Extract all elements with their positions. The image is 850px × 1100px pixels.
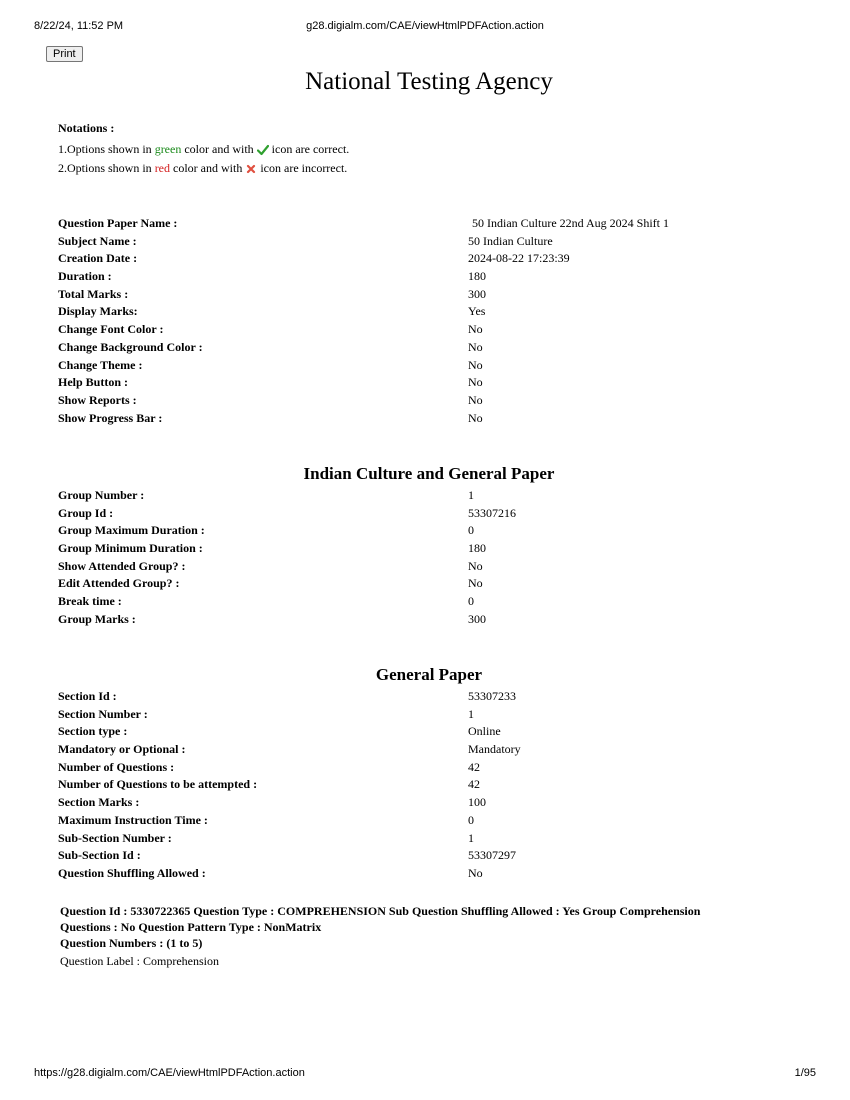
print-button[interactable]: Print	[46, 46, 83, 62]
info-row	[58, 286, 778, 304]
info-value: 1	[468, 830, 474, 845]
info-row	[58, 505, 778, 523]
info-label: Sub-Section Id :	[58, 848, 141, 863]
info-row	[58, 575, 778, 593]
info-label: Group Maximum Duration :	[58, 523, 205, 538]
info-label: Group Marks :	[58, 611, 136, 626]
info-label: Section Number :	[58, 706, 148, 721]
info-value: No	[468, 375, 483, 390]
notation-text: 2.Options shown in	[58, 161, 152, 175]
info-label: Group Number :	[58, 488, 145, 502]
info-label: Maximum Instruction Time :	[58, 812, 208, 827]
info-row	[58, 540, 778, 558]
info-label: Total Marks :	[58, 286, 129, 301]
paper-info-table	[58, 215, 778, 427]
info-row	[58, 865, 778, 883]
info-label: Edit Attended Group? :	[58, 576, 180, 591]
notation-text: icon are correct.	[271, 142, 350, 156]
question-label: Question Label : Comprehension	[60, 954, 219, 968]
info-row	[58, 233, 778, 251]
info-label: Sub-Section Number :	[58, 830, 172, 845]
info-value: Online	[468, 724, 501, 739]
section-info-table	[58, 688, 778, 883]
info-value: 100	[468, 795, 486, 810]
header-datetime: 8/22/24, 11:52 PM	[34, 20, 124, 32]
green-word: green	[154, 142, 182, 156]
info-value: No	[468, 865, 483, 880]
info-row	[58, 706, 778, 724]
info-label: Change Font Color :	[58, 322, 164, 337]
info-value: 42	[468, 777, 480, 792]
info-value: 180	[468, 541, 486, 556]
info-row	[58, 250, 778, 268]
info-label: Section Marks :	[58, 795, 140, 810]
info-row	[58, 268, 778, 286]
info-value: 300	[468, 286, 486, 301]
info-row	[58, 410, 778, 428]
info-value: 1	[468, 706, 474, 721]
info-row	[58, 593, 778, 611]
info-label: Creation Date :	[58, 251, 138, 266]
info-value: 1	[468, 488, 474, 502]
info-label: Number of Questions :	[58, 759, 175, 774]
print-footer	[0, 1067, 850, 1081]
info-value: 0	[468, 594, 474, 609]
info-value: No	[468, 357, 483, 372]
info-label: Duration :	[58, 269, 112, 284]
info-row	[58, 723, 778, 741]
info-value: 180	[468, 269, 486, 284]
group-info-table	[58, 487, 778, 629]
info-label: Section type :	[58, 724, 128, 739]
page-title: National Testing Agency	[305, 68, 553, 95]
info-value: No	[468, 392, 483, 407]
info-value: 42	[468, 759, 480, 774]
info-value: No	[468, 339, 483, 354]
info-label: Change Theme :	[58, 357, 143, 372]
section-title: General Paper	[375, 665, 483, 684]
info-row	[58, 847, 778, 865]
info-label: Question Shuffling Allowed :	[58, 865, 206, 880]
notations-heading: Notations :	[58, 121, 115, 135]
info-row	[58, 794, 778, 812]
question-meta-line: Question Id : 5330722365 Question Type : COMPREHENSION Sub Question Shuffling Allowed : Yes Group Comprehension	[60, 904, 701, 918]
info-label: Number of Questions to be attempted :	[58, 777, 258, 792]
info-row	[58, 487, 778, 505]
info-value: Yes	[468, 304, 486, 319]
notation-text: 1.Options shown in	[58, 142, 152, 156]
info-row	[58, 357, 778, 375]
group-title: Indian Culture and General Paper	[303, 464, 555, 483]
info-label: Display Marks:	[58, 304, 138, 319]
info-row	[58, 215, 778, 233]
info-label: Help Button :	[58, 375, 129, 390]
info-label: Break time :	[58, 594, 122, 609]
notation-incorrect	[58, 159, 349, 178]
notation-text: color and with	[173, 161, 243, 175]
info-value: 0	[468, 523, 474, 538]
info-label: Change Background Color :	[58, 339, 203, 354]
cross-icon	[245, 163, 257, 175]
info-value: 0	[468, 812, 474, 827]
info-value: 300	[468, 611, 486, 626]
info-row	[58, 741, 778, 759]
question-meta-line: Questions : No Question Pattern Type : NonMatrix	[60, 920, 322, 934]
info-value: No	[468, 410, 483, 425]
info-label: Show Progress Bar :	[58, 410, 163, 425]
notation-text: color and with	[184, 142, 254, 156]
check-icon	[257, 144, 269, 156]
print-header	[0, 20, 850, 34]
info-value: No	[468, 558, 483, 573]
info-row	[58, 688, 778, 706]
info-label: Subject Name :	[58, 233, 137, 248]
info-value: No	[468, 322, 483, 337]
info-value: 2024-08-22 17:23:39	[468, 251, 570, 266]
info-row	[58, 321, 778, 339]
red-word: red	[154, 161, 171, 175]
info-value: No	[468, 576, 483, 591]
footer-url: https://g28.digialm.com/CAE/viewHtmlPDFAction.action	[34, 1067, 305, 1079]
info-value: 50 Indian Culture	[468, 233, 553, 248]
info-label: Section Id :	[58, 689, 117, 703]
header-url: g28.digialm.com/CAE/viewHtmlPDFAction.action	[306, 20, 544, 32]
info-label: Show Attended Group? :	[58, 558, 186, 573]
info-row	[58, 303, 778, 321]
info-row	[58, 759, 778, 777]
info-value: 53307233	[468, 689, 516, 703]
info-row	[58, 339, 778, 357]
info-row	[58, 812, 778, 830]
notation-text: icon are incorrect.	[260, 161, 348, 175]
question-numbers: Question Numbers : (1 to 5)	[60, 936, 203, 950]
info-row	[58, 374, 778, 392]
info-row	[58, 522, 778, 540]
info-label: Mandatory or Optional :	[58, 742, 186, 757]
info-row	[58, 392, 778, 410]
page-number: 1/95	[794, 1067, 816, 1079]
info-row	[58, 830, 778, 848]
info-value: 53307297	[468, 848, 516, 863]
question-info	[60, 903, 780, 970]
notation-correct	[58, 140, 349, 159]
info-label: Question Paper Name :	[58, 216, 178, 230]
info-label: Group Minimum Duration :	[58, 541, 203, 556]
notations	[58, 121, 349, 178]
info-row	[58, 611, 778, 629]
info-value: Mandatory	[468, 742, 521, 757]
info-row	[58, 558, 778, 576]
info-row	[58, 776, 778, 794]
info-value: 53307216	[468, 505, 516, 520]
info-value: 50 Indian Culture 22nd Aug 2024 Shift 1	[472, 216, 669, 230]
info-label: Group Id :	[58, 505, 114, 520]
info-label: Show Reports :	[58, 392, 137, 407]
